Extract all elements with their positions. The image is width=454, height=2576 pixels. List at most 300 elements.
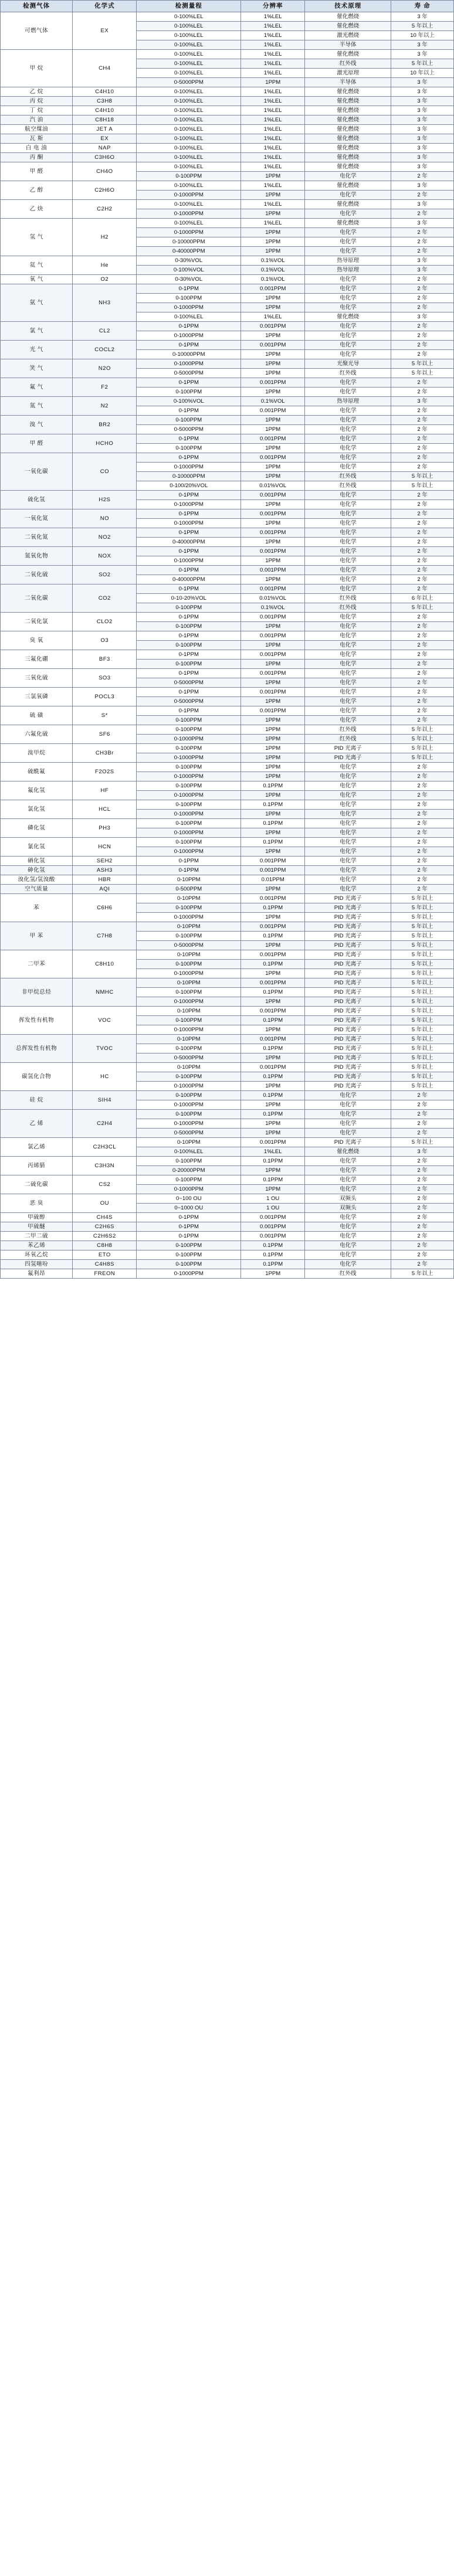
cell-range: 0~1000 OU — [137, 1204, 241, 1213]
cell-range: 0-100PPM — [137, 172, 241, 181]
cell-range: 0-100%LEL — [137, 1147, 241, 1157]
cell-formula: EX — [73, 12, 137, 50]
cell-resolution: 1PPM — [241, 78, 305, 87]
cell-technology: 红外线 — [305, 481, 391, 491]
cell-range: 0-100/20%VOL — [137, 481, 241, 491]
gas-detection-table — [0, 0, 454, 1279]
cell-range: 0-1PPM — [137, 866, 241, 875]
cell-gas-name: 氯 气 — [1, 322, 73, 341]
cell-formula: NO — [73, 509, 137, 528]
cell-resolution: 1PPM — [241, 660, 305, 669]
cell-technology: 电化学 — [305, 444, 391, 453]
cell-technology: PID 光离子 — [305, 1035, 391, 1044]
table-row — [1, 584, 454, 594]
cell-gas-name: 丙 烷 — [1, 97, 73, 106]
table-row — [1, 453, 454, 463]
cell-formula: ETO — [73, 1250, 137, 1260]
cell-range: 0-1PPM — [137, 584, 241, 594]
column-header-formula: 化学式 — [73, 1, 137, 12]
cell-formula: HCL — [73, 800, 137, 819]
cell-range: 0-5000PPM — [137, 1053, 241, 1063]
table-row — [1, 922, 454, 932]
cell-life: 2 年 — [391, 810, 454, 819]
cell-life: 5 年以上 — [391, 941, 454, 950]
cell-range: 0-100PPM — [137, 1016, 241, 1025]
cell-technology: PID 光离子 — [305, 1007, 391, 1016]
table-row — [1, 978, 454, 988]
cell-gas-name: 二氧化氮 — [1, 528, 73, 547]
cell-range: 0-100PPM — [137, 1250, 241, 1260]
cell-resolution: 0.001PPM — [241, 1063, 305, 1072]
cell-range: 0-5000PPM — [137, 697, 241, 706]
cell-technology: 电化学 — [305, 697, 391, 706]
cell-resolution: 1PPM — [241, 913, 305, 922]
cell-gas-name: 可燃气体 — [1, 12, 73, 50]
cell-life: 2 年 — [391, 763, 454, 772]
cell-gas-name: 二甲二硫 — [1, 1232, 73, 1241]
cell-resolution: 0.1PPM — [241, 1044, 305, 1053]
cell-range: 0-5000PPM — [137, 941, 241, 950]
cell-formula: NMHC — [73, 978, 137, 1007]
cell-resolution: 0.001PPM — [241, 509, 305, 519]
cell-gas-name: 乙 醇 — [1, 181, 73, 200]
cell-formula: SIH4 — [73, 1091, 137, 1110]
table-row — [1, 125, 454, 134]
cell-gas-name: 四氢噻吩 — [1, 1260, 73, 1269]
cell-gas-name: 硫酰氟 — [1, 763, 73, 781]
cell-range: 0-100PPM — [137, 294, 241, 303]
cell-resolution: 1PPM — [241, 641, 305, 650]
cell-resolution: 0.1%VOL — [241, 397, 305, 406]
cell-range: 0-100PPM — [137, 1110, 241, 1119]
cell-resolution: 1PPM — [241, 575, 305, 584]
cell-resolution: 1PPM — [241, 744, 305, 753]
cell-resolution: 1PPM — [241, 294, 305, 303]
cell-life: 2 年 — [391, 631, 454, 641]
cell-resolution: 1 OU — [241, 1204, 305, 1213]
cell-gas-name: 瓦 斯 — [1, 134, 73, 144]
cell-technology: 电化学 — [305, 875, 391, 885]
cell-gas-name: 恶 臭 — [1, 1194, 73, 1213]
table-row — [1, 866, 454, 875]
cell-life: 2 年 — [391, 556, 454, 566]
cell-life: 2 年 — [391, 819, 454, 828]
cell-resolution: 1PPM — [241, 369, 305, 378]
table-row — [1, 1175, 454, 1185]
cell-resolution: 0.1%VOL — [241, 275, 305, 284]
cell-life: 2 年 — [391, 331, 454, 341]
cell-range: 0-1000PPM — [137, 1119, 241, 1129]
cell-range: 0-1PPM — [137, 406, 241, 416]
cell-technology: 激光燃烧 — [305, 31, 391, 40]
cell-resolution: 0.001PPM — [241, 1213, 305, 1222]
cell-range: 0-100%LEL — [137, 219, 241, 228]
cell-technology: 电化学 — [305, 547, 391, 556]
cell-resolution: 0.001PPM — [241, 978, 305, 988]
cell-life: 2 年 — [391, 322, 454, 331]
cell-technology: 红外线 — [305, 594, 391, 603]
cell-life: 2 年 — [391, 209, 454, 219]
cell-resolution: 0.001PPM — [241, 688, 305, 697]
cell-formula: HCN — [73, 838, 137, 857]
cell-resolution: 0.001PPM — [241, 584, 305, 594]
table-row — [1, 219, 454, 228]
cell-life: 2 年 — [391, 294, 454, 303]
cell-range: 0-100PPM — [137, 960, 241, 969]
cell-range: 0-100%LEL — [137, 181, 241, 191]
cell-range: 0-5000PPM — [137, 425, 241, 434]
cell-technology: 电化学 — [305, 350, 391, 359]
cell-gas-name: 航空煤油 — [1, 125, 73, 134]
cell-technology: 电化学 — [305, 528, 391, 538]
cell-life: 2 年 — [391, 857, 454, 866]
cell-technology: PID 光离子 — [305, 950, 391, 960]
cell-technology: 电化学 — [305, 388, 391, 397]
cell-technology: 电化学 — [305, 453, 391, 463]
table-row — [1, 1232, 454, 1241]
cell-range: 0-1000PPM — [137, 913, 241, 922]
cell-formula: HF — [73, 781, 137, 800]
cell-formula: C3H6O — [73, 153, 137, 162]
cell-formula: O2 — [73, 275, 137, 284]
cell-range: 0-1PPM — [137, 650, 241, 660]
cell-technology: 催化燃烧 — [305, 144, 391, 153]
cell-gas-name: 六氟化硫 — [1, 725, 73, 744]
cell-resolution: 1%LEL — [241, 219, 305, 228]
cell-range: 0-100%LEL — [137, 12, 241, 22]
cell-life: 3 年 — [391, 97, 454, 106]
cell-resolution: 1PPM — [241, 1269, 305, 1279]
cell-resolution: 0.1PPM — [241, 819, 305, 828]
cell-range: 0-1PPM — [137, 631, 241, 641]
cell-resolution: 1%LEL — [241, 87, 305, 97]
cell-range: 0-1000PPM — [137, 753, 241, 763]
cell-technology: PID 光离子 — [305, 1063, 391, 1072]
cell-resolution: 0.001PPM — [241, 922, 305, 932]
table-row — [1, 397, 454, 406]
cell-gas-name: 空气质量 — [1, 885, 73, 894]
cell-resolution: 1%LEL — [241, 69, 305, 78]
cell-formula: C8H10 — [73, 950, 137, 978]
cell-life: 5 年以上 — [391, 1063, 454, 1072]
cell-life: 2 年 — [391, 1166, 454, 1175]
cell-resolution: 0.001PPM — [241, 894, 305, 903]
cell-range: 0-1000PPM — [137, 772, 241, 781]
cell-gas-name: 非甲烷总烃 — [1, 978, 73, 1007]
cell-life: 3 年 — [391, 87, 454, 97]
cell-range: 0-1PPM — [137, 322, 241, 331]
cell-formula: C2H6S2 — [73, 1232, 137, 1241]
cell-range: 0-100%LEL — [137, 22, 241, 31]
cell-range: 0-100%LEL — [137, 125, 241, 134]
cell-gas-name: 硫 磺 — [1, 706, 73, 725]
cell-life: 2 年 — [391, 350, 454, 359]
cell-technology: 电化学 — [305, 378, 391, 388]
cell-life: 2 年 — [391, 1241, 454, 1250]
cell-technology: 电化学 — [305, 763, 391, 772]
cell-life: 2 年 — [391, 191, 454, 200]
cell-life: 2 年 — [391, 584, 454, 594]
cell-resolution: 1PPM — [241, 753, 305, 763]
cell-technology: PID 光离子 — [305, 753, 391, 763]
table-row — [1, 1007, 454, 1016]
cell-gas-name: 丁 烷 — [1, 106, 73, 115]
cell-life: 3 年 — [391, 125, 454, 134]
cell-life: 3 年 — [391, 1147, 454, 1157]
table-row — [1, 1035, 454, 1044]
cell-range: 0-100%VOL — [137, 266, 241, 275]
cell-technology: 电化学 — [305, 247, 391, 256]
cell-life: 2 年 — [391, 463, 454, 472]
cell-technology: PID 光离子 — [305, 1016, 391, 1025]
cell-technology: 电化学 — [305, 1100, 391, 1110]
cell-gas-name: 甲硫醚 — [1, 1222, 73, 1232]
cell-resolution: 1PPM — [241, 247, 305, 256]
cell-resolution: 1PPM — [241, 209, 305, 219]
cell-technology: 电化学 — [305, 613, 391, 622]
cell-formula: BF3 — [73, 650, 137, 669]
cell-technology: 电化学 — [305, 584, 391, 594]
cell-life: 3 年 — [391, 144, 454, 153]
cell-resolution: 0.001PPM — [241, 528, 305, 538]
cell-technology: 电化学 — [305, 556, 391, 566]
cell-resolution: 1PPM — [241, 622, 305, 631]
cell-gas-name: 砷化氢 — [1, 866, 73, 875]
cell-range: 0-100PPM — [137, 988, 241, 997]
cell-resolution: 0.1PPM — [241, 1260, 305, 1269]
cell-life: 3 年 — [391, 12, 454, 22]
cell-life: 2 年 — [391, 1204, 454, 1213]
cell-technology: 电化学 — [305, 1175, 391, 1185]
cell-range: 0-1000PPM — [137, 556, 241, 566]
table-row — [1, 162, 454, 172]
cell-formula: C8H18 — [73, 115, 137, 125]
cell-technology: 电化学 — [305, 838, 391, 847]
cell-range: 0-100PPM — [137, 932, 241, 941]
cell-technology: 催化燃烧 — [305, 1147, 391, 1157]
cell-life: 5 年以上 — [391, 359, 454, 369]
cell-resolution: 1%LEL — [241, 200, 305, 209]
cell-technology: 电化学 — [305, 416, 391, 425]
cell-formula: BR2 — [73, 416, 137, 434]
cell-gas-name: 二氧化硫 — [1, 566, 73, 584]
cell-technology: 催化燃烧 — [305, 200, 391, 209]
cell-technology: 双频头 — [305, 1204, 391, 1213]
cell-formula: C3H3N — [73, 1157, 137, 1175]
cell-life: 2 年 — [391, 716, 454, 725]
cell-resolution: 1PPM — [241, 1119, 305, 1129]
cell-life: 5 年以上 — [391, 932, 454, 941]
cell-range: 0-1000PPM — [137, 1269, 241, 1279]
cell-life: 2 年 — [391, 1260, 454, 1269]
cell-resolution: 0.1PPM — [241, 903, 305, 913]
cell-technology: PID 光离子 — [305, 988, 391, 997]
cell-formula: C2H2 — [73, 200, 137, 219]
cell-gas-name: 总挥发性有机物 — [1, 1035, 73, 1063]
cell-range: 0-1000PPM — [137, 828, 241, 838]
cell-range: 0-1000PPM — [137, 791, 241, 800]
cell-range: 0-100PPM — [137, 1044, 241, 1053]
cell-resolution: 1%LEL — [241, 12, 305, 22]
cell-life: 5 年以上 — [391, 753, 454, 763]
cell-technology: PID 光离子 — [305, 903, 391, 913]
cell-range: 0-100PPM — [137, 641, 241, 650]
table-row — [1, 631, 454, 641]
cell-life: 5 年以上 — [391, 603, 454, 613]
cell-life: 3 年 — [391, 200, 454, 209]
table-row — [1, 106, 454, 115]
cell-life: 5 年以上 — [391, 1007, 454, 1016]
cell-formula: CO2 — [73, 584, 137, 613]
cell-range: 0-100PPM — [137, 1091, 241, 1100]
cell-resolution: 0.1PPM — [241, 932, 305, 941]
cell-resolution: 0.1%VOL — [241, 256, 305, 266]
cell-resolution: 1PPM — [241, 463, 305, 472]
cell-range: 0-100%LEL — [137, 31, 241, 40]
cell-gas-name: 二氧化氯 — [1, 613, 73, 631]
cell-resolution: 1PPM — [241, 941, 305, 950]
cell-gas-name: 氮 气 — [1, 397, 73, 416]
cell-life: 5 年以上 — [391, 1035, 454, 1044]
cell-gas-name: 氮氧化物 — [1, 547, 73, 566]
cell-gas-name: 甲 醛 — [1, 162, 73, 181]
cell-resolution: 1PPM — [241, 191, 305, 200]
cell-gas-name: 硫化氢 — [1, 491, 73, 509]
cell-gas-name: 三氟化硼 — [1, 650, 73, 669]
cell-life: 2 年 — [391, 1175, 454, 1185]
cell-technology: 电化学 — [305, 772, 391, 781]
cell-life: 2 年 — [391, 613, 454, 622]
cell-resolution: 0.1PPM — [241, 781, 305, 791]
cell-technology: 电化学 — [305, 1241, 391, 1250]
table-row — [1, 744, 454, 753]
cell-life: 2 年 — [391, 1232, 454, 1241]
cell-life: 2 年 — [391, 706, 454, 716]
table-row — [1, 1269, 454, 1279]
cell-range: 0-100%LEL — [137, 59, 241, 69]
cell-range: 0-100PPM — [137, 838, 241, 847]
cell-technology: 红外线 — [305, 369, 391, 378]
cell-technology: 红外线 — [305, 1269, 391, 1279]
cell-technology: 电化学 — [305, 828, 391, 838]
cell-range: 0-100%LEL — [137, 69, 241, 78]
cell-resolution: 1%LEL — [241, 31, 305, 40]
cell-technology: 电化学 — [305, 1110, 391, 1119]
table-body — [1, 12, 454, 1279]
cell-life: 2 年 — [391, 547, 454, 556]
cell-gas-name: 甲硫醇 — [1, 1213, 73, 1222]
cell-life: 3 年 — [391, 115, 454, 125]
cell-resolution: 1PPM — [241, 678, 305, 688]
cell-formula: C3H8 — [73, 97, 137, 106]
cell-formula: C8H8 — [73, 1241, 137, 1250]
cell-life: 2 年 — [391, 1100, 454, 1110]
cell-life: 2 年 — [391, 650, 454, 660]
cell-range: 0-20000PPM — [137, 1166, 241, 1175]
cell-technology: 催化燃烧 — [305, 162, 391, 172]
cell-range: 0-100%LEL — [137, 97, 241, 106]
cell-range: 0-10PPM — [137, 922, 241, 932]
cell-resolution: 0.001PPM — [241, 284, 305, 294]
cell-technology: 电化学 — [305, 294, 391, 303]
cell-range: 0-1PPM — [137, 688, 241, 697]
cell-technology: PID 光离子 — [305, 932, 391, 941]
cell-resolution: 1PPM — [241, 472, 305, 481]
cell-gas-name: 氢 气 — [1, 219, 73, 256]
table-row — [1, 547, 454, 556]
cell-life: 3 年 — [391, 312, 454, 322]
cell-life: 6 年以上 — [391, 594, 454, 603]
cell-gas-name: 丙烯腈 — [1, 1157, 73, 1175]
cell-technology: 电化学 — [305, 1129, 391, 1138]
cell-technology: 红外线 — [305, 472, 391, 481]
cell-technology: PID 光离子 — [305, 941, 391, 950]
cell-formula: He — [73, 256, 137, 275]
cell-technology: 电化学 — [305, 641, 391, 650]
cell-life: 2 年 — [391, 519, 454, 528]
cell-resolution: 1%LEL — [241, 1147, 305, 1157]
cell-range: 0-100PPM — [137, 1260, 241, 1269]
cell-range: 0-100PPM — [137, 716, 241, 725]
cell-formula: JET A — [73, 125, 137, 134]
cell-life: 2 年 — [391, 838, 454, 847]
table-row — [1, 115, 454, 125]
cell-range: 0-100%LEL — [137, 312, 241, 322]
cell-technology: 双频头 — [305, 1194, 391, 1204]
cell-gas-name: 笑 气 — [1, 359, 73, 378]
cell-gas-name: 氨 气 — [1, 284, 73, 322]
cell-technology: 催化燃烧 — [305, 312, 391, 322]
cell-formula: NAP — [73, 144, 137, 153]
table-row — [1, 275, 454, 284]
cell-range: 0-1PPM — [137, 566, 241, 575]
cell-life: 5 年以上 — [391, 997, 454, 1007]
cell-formula: TVOC — [73, 1035, 137, 1063]
cell-life: 5 年以上 — [391, 1053, 454, 1063]
cell-resolution: 1 OU — [241, 1194, 305, 1204]
cell-technology: 电化学 — [305, 660, 391, 669]
cell-technology: 热导原理 — [305, 397, 391, 406]
cell-technology: 电化学 — [305, 781, 391, 791]
cell-formula: C2H4 — [73, 1110, 137, 1138]
cell-range: 0-10PPM — [137, 950, 241, 960]
cell-resolution: 1%LEL — [241, 40, 305, 50]
cell-resolution: 1%LEL — [241, 59, 305, 69]
cell-range: 0-1PPM — [137, 378, 241, 388]
cell-range: 0-100PPM — [137, 1157, 241, 1166]
cell-resolution: 1%LEL — [241, 134, 305, 144]
cell-life: 2 年 — [391, 847, 454, 857]
cell-gas-name: 二甲苯 — [1, 950, 73, 978]
table-row — [1, 359, 454, 369]
cell-resolution: 1PPM — [241, 359, 305, 369]
cell-resolution: 0.001PPM — [241, 341, 305, 350]
cell-resolution: 1PPM — [241, 997, 305, 1007]
table-row — [1, 894, 454, 903]
cell-gas-name: 氧 气 — [1, 275, 73, 284]
cell-range: 0-30%VOL — [137, 275, 241, 284]
cell-technology: 电化学 — [305, 284, 391, 294]
cell-technology: 催化燃烧 — [305, 125, 391, 134]
table-row — [1, 1138, 454, 1147]
cell-range: 0-1PPM — [137, 453, 241, 463]
cell-formula: C4H8S — [73, 1260, 137, 1269]
cell-range: 0-1PPM — [137, 1232, 241, 1241]
cell-gas-name: 汽 油 — [1, 115, 73, 125]
cell-technology: 催化燃烧 — [305, 115, 391, 125]
cell-formula: O3 — [73, 631, 137, 650]
cell-life: 5 年以上 — [391, 978, 454, 988]
